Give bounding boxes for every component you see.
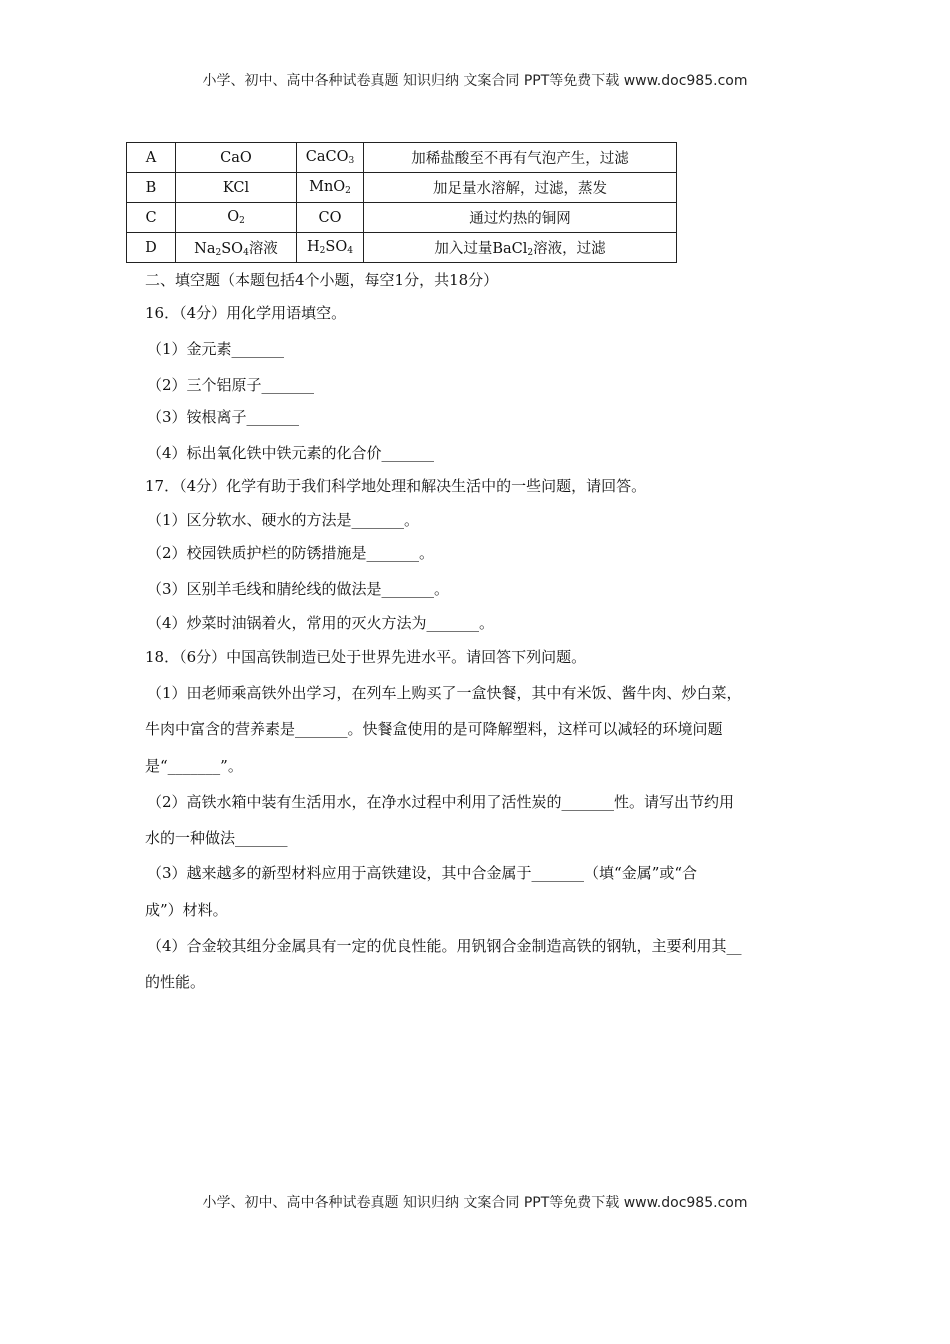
substance-cell [176, 173, 297, 203]
sub-question: （1）区分软水、硬水的方法是_______。 [147, 511, 420, 529]
sub-question: （2）校园铁质护栏的防锈措施是_______。 [147, 544, 435, 562]
page-header: 小学、初中、高中各种试卷真题 知识归纳 文案合同 PPT等免费下载 www.doc985.com [202, 73, 748, 89]
sub-question: （2）三个铝原子_______ [147, 376, 315, 394]
subscript: 2 [215, 248, 222, 258]
page-footer: 小学、初中、高中各种试卷真题 知识归纳 文案合同 PPT等免费下载 www.doc985.com [202, 1195, 748, 1211]
option-cell: C [127, 203, 176, 233]
substance-cell [176, 203, 297, 233]
question-16: 16．（4分）用化学用语填空。 [145, 304, 347, 322]
subscript: 2 [319, 246, 326, 256]
sub-question: （3）铵根离子_______ [147, 408, 300, 426]
method-text: 加入过量BaCl [434, 241, 528, 257]
sub-question: （1）田老师乘高铁外出学习，在列车上购买了一盒快餐，其中有米饭、酱牛肉、炒白菜， [147, 684, 742, 702]
sub-question: （2）高铁水箱中装有生活用水，在净水过程中利用了活性炭的_______性。请写出节约用 [147, 793, 735, 811]
method-cell [364, 233, 677, 263]
subscript: 3 [348, 156, 355, 166]
formula: H [307, 239, 320, 255]
option-cell: D [127, 233, 176, 263]
table-row [127, 233, 677, 263]
subscript: 2 [239, 216, 245, 226]
sub-question-cont: 是“_______”。 [145, 757, 243, 775]
subscript: 4 [243, 248, 249, 258]
sub-question-cont: 的性能。 [145, 973, 206, 991]
formula: MnO [309, 179, 346, 195]
sub-question-cont: 水的一种做法_______ [145, 829, 288, 847]
subscript: 2 [527, 248, 534, 258]
option-cell: A [127, 143, 176, 173]
table-row [127, 203, 677, 233]
table-row [127, 173, 677, 203]
table-row [127, 143, 677, 173]
substance-cell [176, 143, 297, 173]
formula: CO [318, 209, 342, 226]
formula: SO [221, 241, 244, 257]
formula: KCl [222, 179, 250, 196]
substance-cell [176, 233, 297, 263]
sub-question: （4）合金较其组分金属具有一定的优良性能。用钒钢合金制造高铁的钢轨，主要利用其__ [147, 937, 742, 955]
sub-question: （3）越来越多的新型材料应用于高铁建设，其中合金属于_______（填“金属”或“合 [147, 864, 698, 882]
sub-question: （3）区别羊毛线和腈纶线的做法是_______。 [147, 580, 450, 598]
impurity-cell [297, 173, 364, 203]
formula: O [227, 209, 240, 225]
method-text: 溶液，过滤 [533, 241, 606, 257]
formula: 溶液 [248, 241, 278, 257]
section-heading: 二、填空题（本题包括4个小题，每空1分，共18分） [145, 271, 499, 289]
sub-question: （4）炒菜时油锅着火，常用的灭火方法为_______。 [147, 614, 495, 632]
sub-question-cont: 成”）材料。 [145, 901, 228, 919]
question-17: 17．（4分）化学有助于我们科学地处理和解决生活中的一些问题，请回答。 [145, 477, 647, 495]
impurity-cell [297, 233, 364, 263]
formula: CaO [220, 149, 252, 166]
method-cell: 加足量水溶解，过滤，蒸发 [364, 173, 677, 203]
subscript: 2 [345, 186, 351, 196]
method-cell: 通过灼热的铜网 [364, 203, 677, 233]
formula: SO [325, 239, 348, 255]
sub-question-cont: 牛肉中富含的营养素是_______。快餐盒使用的是可降解塑料，这样可以减轻的环境问题 [145, 720, 723, 738]
sub-question: （1）金元素_______ [147, 340, 285, 358]
option-cell: B [127, 173, 176, 203]
impurity-cell [297, 203, 364, 233]
subscript: 4 [347, 246, 353, 256]
method-cell: 加稀盐酸至不再有气泡产生，过滤 [364, 143, 677, 173]
question-18: 18．（6分）中国高铁制造已处于世界先进水平。请回答下列问题。 [145, 648, 587, 666]
formula: Na [194, 241, 216, 257]
impurity-removal-table [126, 142, 677, 263]
impurity-cell [297, 143, 364, 173]
sub-question: （4）标出氧化铁中铁元素的化合价_______ [147, 444, 435, 462]
formula: CaCO [305, 149, 349, 165]
